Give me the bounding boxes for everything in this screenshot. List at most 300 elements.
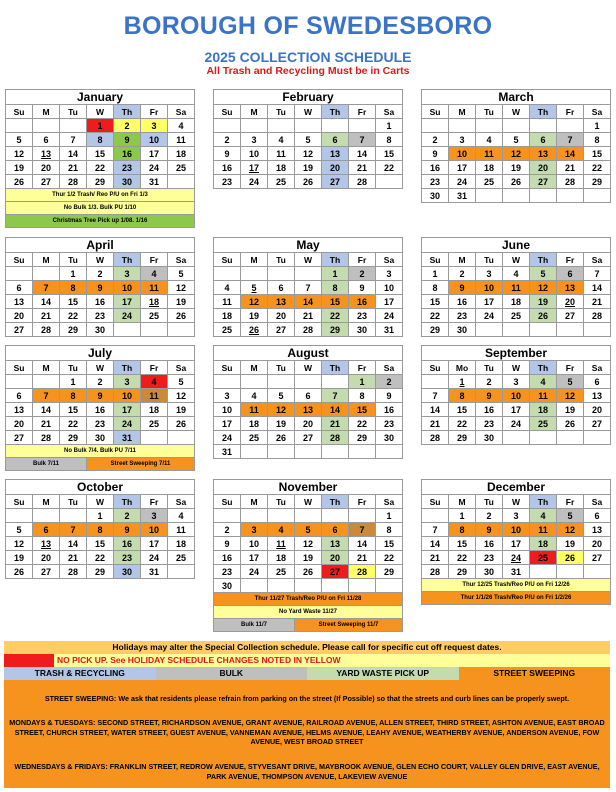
day-cell (141, 431, 168, 445)
day-cell: 20 (584, 537, 611, 551)
day-cell: 14 (557, 147, 584, 161)
day-cell: 5 (268, 389, 295, 403)
day-cell: 19 (6, 551, 33, 565)
day-cell: 7 (422, 523, 449, 537)
day-cell: 4 (241, 389, 268, 403)
day-header: Su (422, 253, 449, 267)
day-cell (295, 119, 322, 133)
day-cell: 16 (476, 403, 503, 417)
day-cell: 26 (530, 309, 557, 323)
calendar-september (421, 345, 611, 445)
day-cell: 28 (322, 431, 349, 445)
day-cell (60, 119, 87, 133)
day-cell: 5 (168, 267, 195, 281)
day-cell: 26 (6, 565, 33, 579)
day-cell: 30 (476, 565, 503, 579)
day-header: W (87, 105, 114, 119)
day-cell: 15 (87, 147, 114, 161)
day-cell: 18 (530, 403, 557, 417)
month-title: December (422, 480, 611, 495)
day-cell: 26 (241, 323, 268, 337)
day-cell: 19 (6, 161, 33, 175)
day-header: Tu (476, 105, 503, 119)
day-cell: 7 (60, 133, 87, 147)
day-cell: 30 (87, 431, 114, 445)
holiday-note: Holidays may alter the Special Collection schedule. Please call for specific cut off request dates. (4, 641, 610, 654)
day-cell (376, 175, 403, 189)
month-note: Thur 1/2 Trash/ Reo P/U on Fri 1/3 (6, 189, 195, 202)
day-cell: 3 (214, 389, 241, 403)
day-cell: 30 (214, 579, 241, 593)
day-header: M (241, 361, 268, 375)
day-cell: 13 (322, 147, 349, 161)
day-cell: 28 (60, 175, 87, 189)
day-cell: 9 (449, 281, 476, 295)
day-cell: 7 (557, 133, 584, 147)
day-cell: 20 (33, 551, 60, 565)
day-cell (168, 565, 195, 579)
day-cell (322, 509, 349, 523)
day-cell: 2 (214, 523, 241, 537)
day-cell: 17 (141, 147, 168, 161)
day-cell: 7 (33, 389, 60, 403)
day-cell: 13 (557, 281, 584, 295)
day-cell: 8 (584, 133, 611, 147)
day-cell: 29 (376, 565, 403, 579)
day-cell (503, 431, 530, 445)
day-cell: 9 (87, 281, 114, 295)
sweeping-notice: STREET SWEEPING: We ask that residents please refrain from parking on the street (If Possible) so that the streets and curb lines can be properly swept. (4, 680, 610, 718)
day-header: Sa (376, 105, 403, 119)
day-header: Sa (168, 361, 195, 375)
day-header: Su (214, 495, 241, 509)
month-note: Thur 1/1/26 Trash/Reo P/U on Fri 1/2/26 (422, 592, 611, 605)
day-header: Fr (141, 361, 168, 375)
day-cell: 28 (33, 431, 60, 445)
day-cell: 5 (241, 281, 268, 295)
day-cell: 3 (449, 133, 476, 147)
day-header: W (87, 495, 114, 509)
day-header: Tu (476, 361, 503, 375)
day-cell: 11 (241, 403, 268, 417)
day-cell: 4 (476, 133, 503, 147)
day-cell: 3 (503, 509, 530, 523)
day-cell: 20 (295, 417, 322, 431)
day-cell: 15 (584, 147, 611, 161)
day-cell: 19 (530, 295, 557, 309)
day-cell: 13 (6, 403, 33, 417)
day-cell: 17 (141, 537, 168, 551)
calendar-october (5, 479, 195, 579)
day-header: Th (114, 105, 141, 119)
day-header: W (503, 105, 530, 119)
day-cell: 26 (168, 309, 195, 323)
day-cell: 11 (214, 295, 241, 309)
day-cell: 5 (295, 523, 322, 537)
day-cell: 28 (349, 175, 376, 189)
day-header: W (503, 361, 530, 375)
day-cell (33, 375, 60, 389)
day-cell: 23 (422, 175, 449, 189)
day-cell: 30 (87, 323, 114, 337)
day-cell: 27 (557, 309, 584, 323)
day-cell (241, 445, 268, 459)
day-cell: 19 (295, 161, 322, 175)
day-cell: 15 (449, 537, 476, 551)
day-header: Tu (268, 495, 295, 509)
day-cell: 22 (60, 309, 87, 323)
day-cell (503, 323, 530, 337)
day-cell: 18 (168, 147, 195, 161)
day-cell (214, 375, 241, 389)
day-cell: 7 (322, 389, 349, 403)
day-cell: 1 (376, 509, 403, 523)
day-cell: 11 (141, 389, 168, 403)
day-cell: 12 (168, 281, 195, 295)
day-cell: 11 (168, 523, 195, 537)
day-cell: 25 (476, 175, 503, 189)
day-cell: 25 (268, 175, 295, 189)
day-cell (476, 119, 503, 133)
day-cell (422, 375, 449, 389)
day-header: Sa (584, 105, 611, 119)
day-header: Th (322, 495, 349, 509)
day-cell (422, 509, 449, 523)
day-cell (557, 189, 584, 203)
day-cell: 11 (503, 281, 530, 295)
day-header: M (33, 495, 60, 509)
day-cell: 3 (376, 267, 403, 281)
day-cell: 30 (114, 565, 141, 579)
day-cell: 8 (449, 523, 476, 537)
day-cell (268, 445, 295, 459)
day-cell: 29 (322, 323, 349, 337)
day-cell: 24 (141, 551, 168, 565)
day-header: Th (322, 361, 349, 375)
day-header: Tu (60, 253, 87, 267)
day-cell: 14 (349, 537, 376, 551)
day-cell: 2 (349, 267, 376, 281)
day-cell: 16 (87, 295, 114, 309)
day-cell: 11 (476, 147, 503, 161)
day-cell: 22 (376, 161, 403, 175)
calendar-june (421, 237, 611, 337)
day-cell: 3 (141, 119, 168, 133)
day-cell: 1 (60, 267, 87, 281)
day-cell: 16 (422, 161, 449, 175)
day-cell: 17 (503, 403, 530, 417)
calendar-november (213, 479, 403, 632)
day-cell (268, 579, 295, 593)
day-cell: 21 (33, 417, 60, 431)
day-cell: 24 (141, 161, 168, 175)
day-cell (168, 175, 195, 189)
mon-tue-streets: MONDAYS & TUESDAYS: SECOND STREET, RICHARDSON AVENUE, GRANT AVENUE, RAILROAD AVENUE, ALLEN STREET, THIRD STREET, ASHTON AVENUE, EAST BROAD STREET, CHURCH STREET, WATER STREET, GUEST AVENUE, VANNEMAN AVENUE, HELMS AVENUE, LEAHY AVENUE, WEATHERBY AVENUE, ANDERSON AVENUE, FOW AVENUE, WEST BROAD STREET (4, 718, 610, 762)
day-header: Th (114, 253, 141, 267)
day-cell: 5 (6, 523, 33, 537)
day-cell: 14 (422, 403, 449, 417)
day-cell: 21 (295, 309, 322, 323)
day-cell: 20 (584, 403, 611, 417)
day-cell (168, 431, 195, 445)
day-cell: 24 (503, 551, 530, 565)
day-cell: 6 (530, 133, 557, 147)
day-cell: 24 (476, 309, 503, 323)
day-cell: 1 (584, 119, 611, 133)
day-cell: 18 (241, 417, 268, 431)
day-cell: 10 (114, 389, 141, 403)
day-cell: 21 (349, 161, 376, 175)
day-cell: 16 (214, 551, 241, 565)
day-cell: 19 (268, 417, 295, 431)
day-cell: 19 (241, 309, 268, 323)
day-cell: 15 (60, 403, 87, 417)
day-cell: 29 (584, 175, 611, 189)
day-cell: 12 (168, 389, 195, 403)
day-cell: 4 (268, 523, 295, 537)
day-cell: 17 (503, 537, 530, 551)
day-cell: 8 (376, 133, 403, 147)
day-cell: 10 (141, 523, 168, 537)
day-cell: 22 (322, 309, 349, 323)
day-cell: 29 (422, 323, 449, 337)
day-cell (557, 565, 584, 579)
month-title: March (422, 90, 611, 105)
day-cell: 24 (449, 175, 476, 189)
day-cell: 8 (449, 389, 476, 403)
day-cell: 25 (268, 565, 295, 579)
day-header: Sa (376, 253, 403, 267)
day-cell: 8 (349, 389, 376, 403)
day-cell: 1 (376, 119, 403, 133)
day-cell (584, 189, 611, 203)
day-cell: 10 (449, 147, 476, 161)
day-cell (349, 445, 376, 459)
legend-trash: TRASH & RECYCLING (4, 667, 156, 680)
day-cell: 18 (168, 537, 195, 551)
day-cell: 21 (584, 295, 611, 309)
calendar-december (421, 479, 611, 605)
day-cell: 15 (376, 147, 403, 161)
day-cell: 23 (476, 417, 503, 431)
day-cell: 7 (295, 281, 322, 295)
day-cell: 6 (557, 267, 584, 281)
day-cell: 23 (214, 175, 241, 189)
month-note: No Yard Waste 11/27 (214, 606, 403, 619)
month-note: Christmas Tree Pick up 1/08. 1/16 (6, 215, 195, 228)
day-cell: 6 (33, 133, 60, 147)
day-cell: 26 (6, 175, 33, 189)
day-cell: 18 (268, 551, 295, 565)
day-cell: 10 (376, 281, 403, 295)
day-cell: 4 (268, 133, 295, 147)
day-cell: 9 (114, 133, 141, 147)
day-cell: 10 (503, 389, 530, 403)
day-cell: 9 (376, 389, 403, 403)
day-cell (349, 509, 376, 523)
day-cell: 11 (268, 537, 295, 551)
day-cell: 25 (141, 417, 168, 431)
day-cell: 7 (60, 523, 87, 537)
month-title: June (422, 238, 611, 253)
day-cell: 17 (241, 551, 268, 565)
day-cell: 24 (114, 309, 141, 323)
day-cell: 2 (87, 267, 114, 281)
day-cell: 24 (503, 417, 530, 431)
day-header: W (295, 105, 322, 119)
day-header: Th (530, 361, 557, 375)
month-title: October (6, 480, 195, 495)
day-cell (530, 565, 557, 579)
day-cell: 21 (422, 417, 449, 431)
day-cell: 18 (141, 295, 168, 309)
day-cell: 30 (114, 175, 141, 189)
day-cell: 3 (114, 375, 141, 389)
day-cell: 6 (33, 523, 60, 537)
day-cell (422, 119, 449, 133)
day-cell: 27 (268, 323, 295, 337)
day-cell: 5 (557, 375, 584, 389)
day-header: M (449, 495, 476, 509)
day-cell: 3 (241, 133, 268, 147)
legend-bulk: BULK (156, 667, 308, 680)
day-cell: 8 (87, 133, 114, 147)
day-header: Tu (268, 253, 295, 267)
day-cell (168, 323, 195, 337)
day-cell: 25 (168, 551, 195, 565)
day-cell: 13 (6, 295, 33, 309)
day-cell: 25 (141, 309, 168, 323)
day-cell: 30 (449, 323, 476, 337)
day-cell: 8 (422, 281, 449, 295)
day-cell: 22 (376, 551, 403, 565)
day-header: Fr (141, 253, 168, 267)
month-note: Thur 11/27 Trash/Reo P/U on Fri 11/28 (214, 593, 403, 606)
month-title: April (6, 238, 195, 253)
day-header: W (503, 495, 530, 509)
day-header: Sa (584, 361, 611, 375)
day-cell: 4 (530, 509, 557, 523)
day-cell: 1 (349, 375, 376, 389)
day-cell: 30 (376, 431, 403, 445)
day-cell: 12 (557, 523, 584, 537)
day-cell: 5 (295, 133, 322, 147)
day-cell: 19 (168, 403, 195, 417)
day-cell: 23 (87, 309, 114, 323)
day-cell: 17 (114, 295, 141, 309)
day-cell (241, 509, 268, 523)
day-cell: 1 (87, 119, 114, 133)
day-cell (33, 509, 60, 523)
day-cell: 30 (476, 431, 503, 445)
day-cell: 18 (503, 295, 530, 309)
day-cell: 18 (530, 537, 557, 551)
day-cell: 12 (530, 281, 557, 295)
day-cell (557, 119, 584, 133)
day-cell: 22 (449, 551, 476, 565)
month-note: Thur 12/25 Trash/Reo P/U on Fri 12/26 (422, 579, 611, 592)
day-cell: 17 (241, 161, 268, 175)
day-header: Th (114, 495, 141, 509)
day-cell: 14 (322, 403, 349, 417)
day-cell: 1 (87, 509, 114, 523)
day-cell: 21 (60, 551, 87, 565)
day-cell: 9 (349, 281, 376, 295)
day-header: Fr (557, 495, 584, 509)
month-title: August (214, 346, 403, 361)
day-cell: 27 (584, 417, 611, 431)
day-header: Sa (376, 361, 403, 375)
day-cell: 6 (584, 375, 611, 389)
legend (4, 667, 610, 680)
day-cell: 31 (503, 565, 530, 579)
day-cell: 12 (6, 147, 33, 161)
day-cell (322, 119, 349, 133)
calendar-march (421, 89, 611, 203)
day-header: W (503, 253, 530, 267)
bulk-note: Bulk 11/7 (214, 619, 295, 632)
month-title: July (6, 346, 195, 361)
day-cell: 16 (476, 537, 503, 551)
day-header: Th (322, 105, 349, 119)
day-cell: 31 (141, 175, 168, 189)
day-cell: 12 (268, 403, 295, 417)
day-cell: 28 (584, 309, 611, 323)
day-cell: 15 (349, 403, 376, 417)
calendar-february (213, 89, 403, 189)
day-cell (33, 119, 60, 133)
day-header: W (87, 253, 114, 267)
day-cell: 20 (33, 161, 60, 175)
day-cell: 13 (584, 389, 611, 403)
day-cell (214, 267, 241, 281)
day-cell (530, 323, 557, 337)
day-cell: 27 (322, 175, 349, 189)
day-cell: 6 (6, 389, 33, 403)
day-cell: 14 (60, 147, 87, 161)
day-cell: 20 (6, 417, 33, 431)
day-cell: 8 (376, 523, 403, 537)
day-cell: 10 (214, 403, 241, 417)
day-cell: 10 (114, 281, 141, 295)
day-cell: 15 (376, 537, 403, 551)
day-cell: 25 (530, 551, 557, 565)
day-header: Mo (449, 361, 476, 375)
day-cell (530, 431, 557, 445)
day-cell: 12 (241, 295, 268, 309)
day-cell (322, 375, 349, 389)
day-cell: 23 (449, 309, 476, 323)
day-cell (349, 119, 376, 133)
day-cell: 8 (87, 523, 114, 537)
day-header: M (449, 105, 476, 119)
day-cell: 22 (449, 417, 476, 431)
day-cell: 24 (241, 175, 268, 189)
day-cell: 7 (349, 523, 376, 537)
day-cell: 13 (295, 403, 322, 417)
day-header: Su (214, 105, 241, 119)
day-cell: 10 (241, 537, 268, 551)
day-cell: 2 (422, 133, 449, 147)
day-cell: 13 (584, 523, 611, 537)
day-cell: 13 (530, 147, 557, 161)
day-cell (584, 431, 611, 445)
day-header: M (241, 495, 268, 509)
day-cell: 26 (168, 417, 195, 431)
day-cell: 2 (449, 267, 476, 281)
day-cell (584, 323, 611, 337)
day-cell: 18 (476, 161, 503, 175)
